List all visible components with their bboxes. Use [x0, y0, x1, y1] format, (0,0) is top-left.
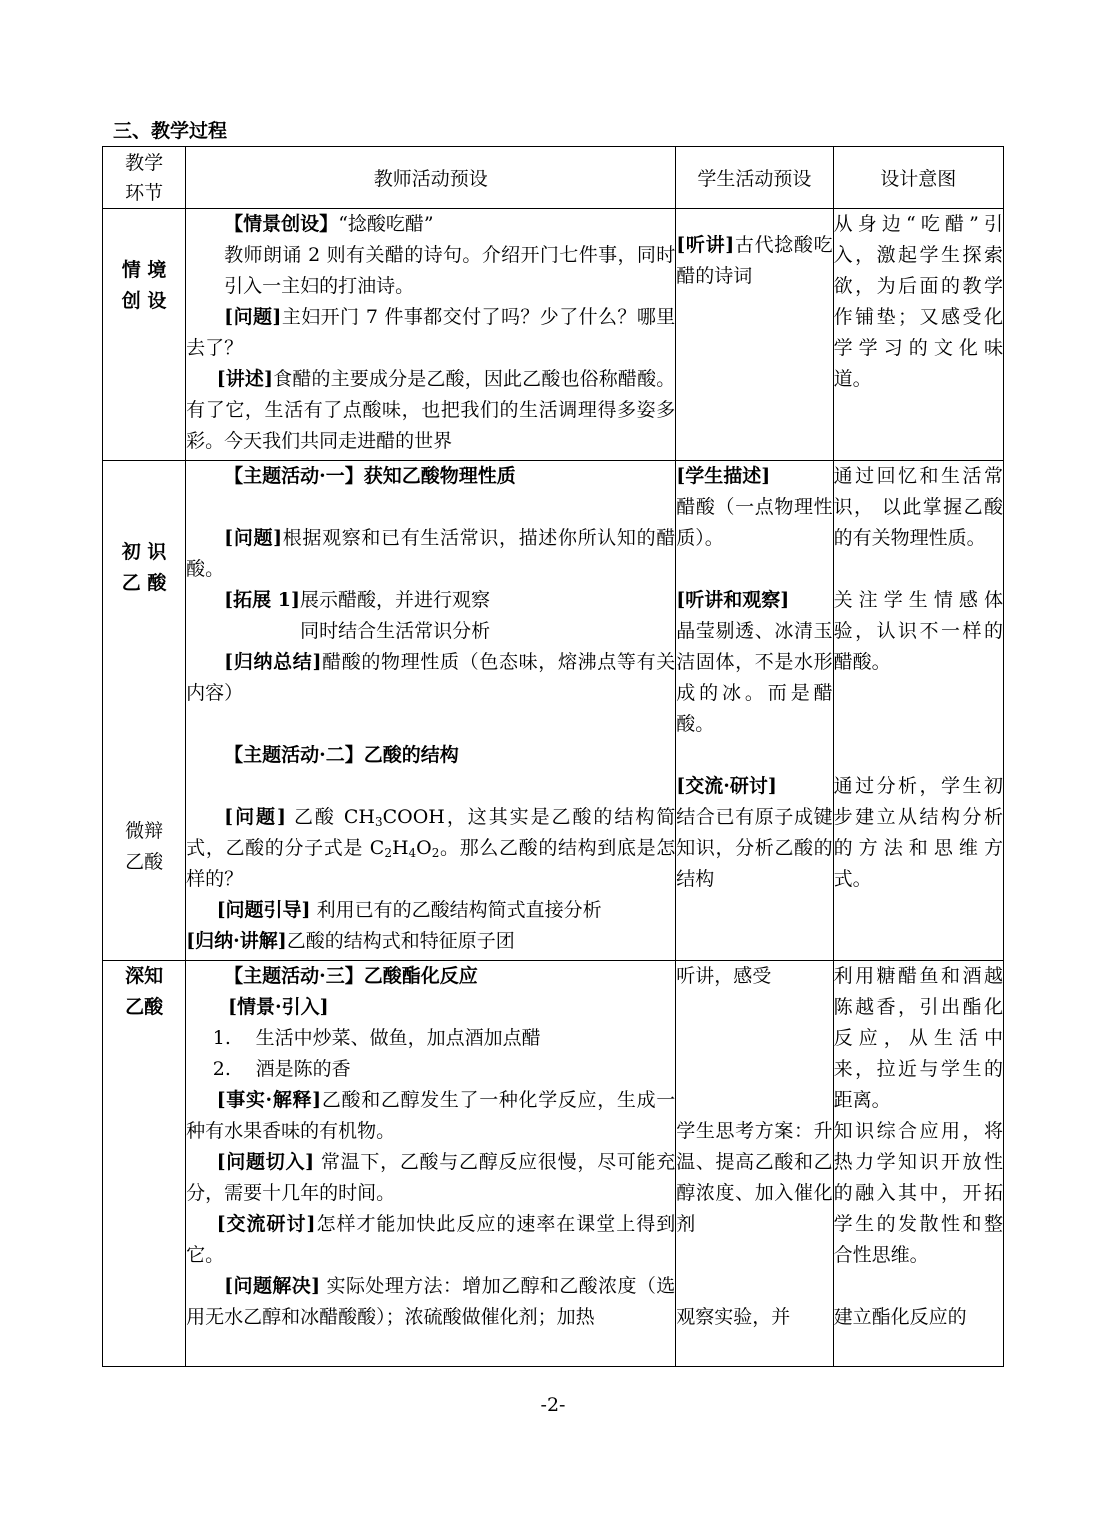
student-cell: [学生描述] 醋酸（一点物理性质）。 [听讲和观察] 晶莹剔透、冰清玉洁固体，不是水形成的冰。而是醋酸。 [交流·研讨] 结合已有原子成键知识，分析乙酸的结构 — [676, 461, 833, 961]
activity-heading: 【主题活动·二】乙酸的结构 — [224, 744, 459, 766]
stage-label: 乙酸 — [125, 996, 164, 1018]
page-number: -2- — [540, 1394, 566, 1416]
intent-cell: 通过回忆和生活常识， 以此掌握乙酸的有关物理性质。 关注学生情感体验，认识不一样的醋酸。 通过分析，学生初步建立从结构分析的方法和思维方式。 — [833, 461, 1003, 961]
stage-cell — [103, 961, 186, 1367]
header-stage: 教学 环节 — [103, 147, 186, 209]
header-student: 学生活动预设 — [676, 147, 833, 209]
stage-label: 乙 酸 — [121, 572, 167, 594]
activity-heading: 【主题活动·一】获知乙酸物理性质 — [224, 465, 516, 487]
intent-cell: 从身边“吃醋”引入，激起学生探索欲，为后面的教学作铺垫；又感受化学学习的文化味道。 — [833, 209, 1003, 461]
teacher-cell: 【主题活动·一】获知乙酸物理性质 [问题]根据观察和已有生活常识，描述你所认知的醋酸。 [拓展 1]展示醋酸，并进行观察 同时结合生活常识分析 [归纳总结]醋酸的物理性质（色态味，熔沸点等有关内容） 【主题活动·二】乙酸的结构 [问题] 乙酸 $CH_3COOH$，这其实是乙酸的结构简式，乙酸的分子式是 $C_2H_4O_2$。那么乙酸的结构到底是怎样的？ [问题引导] 利用已有的乙酸结构简式直接分析 [归纳·讲解]乙酸的结构式和特征原子团 — [186, 461, 676, 961]
stage-label: 乙酸 — [125, 851, 164, 873]
section-title: 三、教学过程 — [113, 120, 228, 142]
intent-cell: 利用糖醋鱼和酒越陈越香，引出酯化反应，从生活中来，拉近与学生的距离。 知识综合应用，将热力学知识开放性的融入其中，开拓学生的发散性和整合性思维。 建立酯化反应的 — [833, 961, 1003, 1367]
stage-label: 深知 — [125, 965, 164, 987]
stage-cell — [103, 461, 186, 961]
table-row — [103, 209, 1004, 461]
paragraph: 教师朗诵 2 则有关醋的诗句。介绍开门七件事，同时引入一主妇的打油诗。 — [224, 244, 676, 297]
activity-heading: 【情景创设】 — [224, 213, 339, 235]
table-row — [103, 961, 1004, 1367]
stage-label: 微辩 — [125, 820, 164, 842]
teacher-cell: 【情景创设】“捻酸吃醋” 教师朗诵 2 则有关醋的诗句。介绍开门七件事，同时引入一主妇的打油诗。 [问题]主妇开门 7 件事都交付了吗？少了什么？哪里去了？ [讲述]食醋的主要成分是乙酸，因此乙酸也俗称醋酸。有了它，生活有了点酸味，也把我们的生活调理得多姿多彩。今天我们共同走进醋的世界 — [186, 209, 676, 461]
teacher-cell: 【主题活动·三】乙酸酯化反应 [情景·引入] 1. 生活中炒菜、做鱼，加点酒加点醋 2. 酒是陈的香 [事实·解释]乙酸和乙醇发生了一种化学反应，生成一种有水果香味的有机物。 [问题切入] 常温下，乙酸与乙醇反应很慢，尽可能充分，需要十几年的时间。 [交流研讨]怎样才能加快此反应的速率在课堂上得到它。 [问题解决] 实际处理方法：增加乙醇和乙酸浓度（选用无水乙醇和冰醋酸酸）；浓硫酸做催化剂；加热 — [186, 961, 676, 1367]
stage-label: 初 识 — [121, 541, 167, 563]
stage-label: 创 设 — [121, 290, 167, 312]
activity-heading: 【主题活动·三】乙酸酯化反应 — [224, 965, 478, 987]
header-teacher: 教师活动预设 — [186, 147, 676, 209]
stage-label: 情 境 — [121, 259, 167, 281]
table-row — [103, 461, 1004, 961]
header-intent: 设计意图 — [833, 147, 1003, 209]
student-cell: [听讲]古代捻酸吃醋的诗词 — [676, 209, 833, 461]
student-cell: 听讲，感受 学生思考方案：升温、提高乙酸和乙醇浓度、加入催化剂 观察实验，并 — [676, 961, 833, 1367]
stage-cell — [103, 209, 186, 461]
teaching-process-table — [102, 146, 1004, 1367]
table-header-row — [103, 147, 1004, 209]
